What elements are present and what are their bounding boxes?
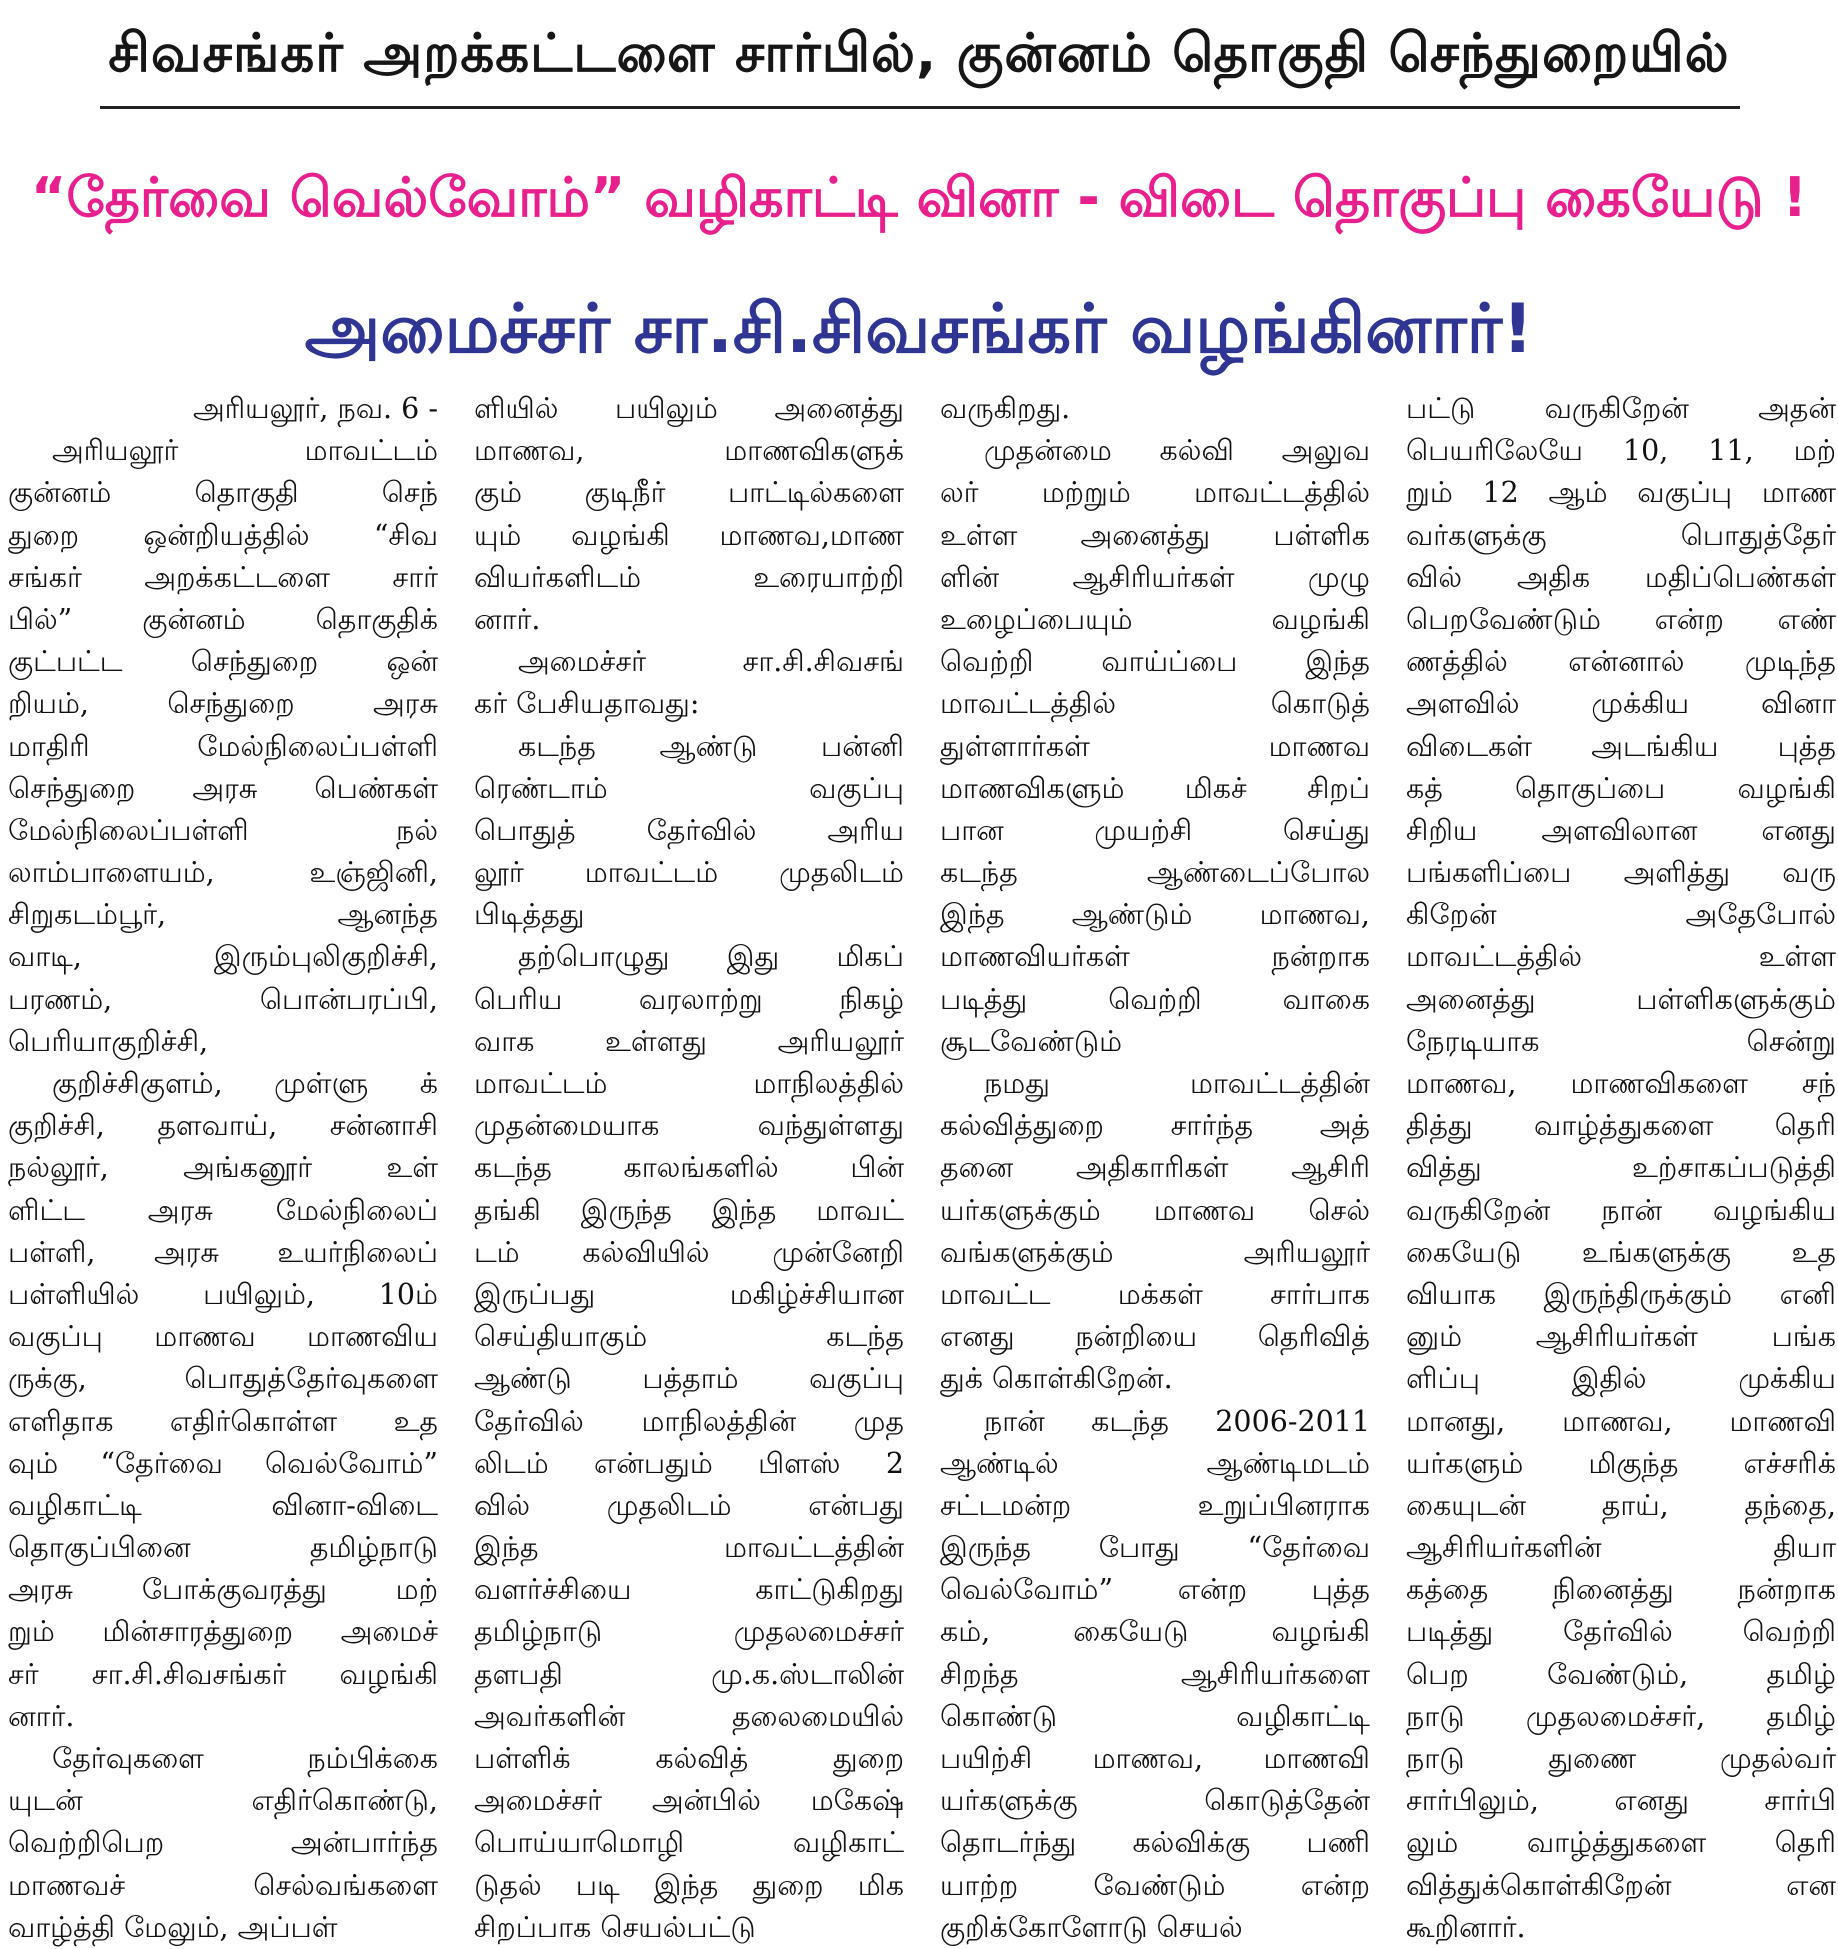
text-line: படித்து வெற்றி வாகை [940,982,1370,1016]
text-line: கும் குடிநீர் பாட்டில்களை [474,476,904,510]
text-line: அனைத்து பள்ளிகளுக்கும் [1406,982,1836,1016]
text-line: மேல்நிலைப்பள்ளி நல் [8,813,438,847]
text-line: வங்களுக்கும் அரியலூர் [940,1235,1370,1269]
text-line: குன்னம் தொகுதி செந் [8,476,438,510]
text-line: பிடித்தது [474,898,585,932]
text-line: யர்களும் மிகுந்த எச்சரிக் [1406,1446,1836,1480]
main-headline: “தேர்வை வெல்வோம்” வழிகாட்டி வினா - விடை தொகுப்பு கையேடு ! [30,166,1808,229]
article-column-1 [8,388,438,1944]
text-line: நாடு துணை முதல்வர் [1406,1742,1836,1775]
text-line: அவர்களின் தலைமையில் [474,1699,904,1733]
text-line: வாடி, இரும்புலிகுறிச்சி, [8,940,438,974]
text-line: ருக்கு, பொதுத்தேர்வுகளை [8,1362,438,1396]
text-line: யர்களுக்கு கொடுத்தேன் [940,1784,1370,1818]
text-line: பெரிய வரலாற்று நிகழ் [474,982,904,1016]
text-line: லிடம் என்பதும் பிளஸ் 2 [474,1446,904,1480]
text-line: றியம், செந்துறை அரசு [8,687,438,721]
text-line: முதன்மை கல்வி அலுவ [984,434,1370,468]
text-line: சங்கர் அறக்கட்டளை சார் [8,560,438,594]
text-line: சூடவேண்டும் [940,1024,1123,1058]
text-line: பட்டு வருகிறேன் அதன் [1406,392,1836,425]
text-line: பில்” குன்னம் தொகுதிக் [8,602,438,636]
text-line: கடந்த ஆண்டு பன்னி [518,729,904,763]
text-line: யுடன் எதிர்கொண்டு, [8,1784,438,1818]
text-line: ளிட்ட அரசு மேல்நிலைப் [8,1193,438,1227]
text-line: வாக உள்ளது அரியலூர் [474,1024,904,1058]
text-line: இந்த ஆண்டும் மாணவ, [940,898,1370,932]
text-line: சிறப்பாக செயல்பட்டு [474,1910,756,1944]
text-line: பயிற்சி மாணவ, மாணவி [940,1742,1370,1775]
text-line: பொய்யாமொழி வழிகாட் [474,1826,904,1860]
article-column-2 [474,388,904,1944]
text-line: வும் “தேர்வை வெல்வோம்” [8,1446,438,1480]
sub-headline: அமைச்சர் சா.சி.சிவசங்கர் வழங்கினார்! [304,290,1534,369]
text-line: வர்களுக்கு பொதுத்தேர் [1406,518,1836,552]
text-line: துக் கொள்கிறேன். [940,1362,1173,1396]
text-line: மாவட்டம் மாநிலத்தில் [474,1067,904,1100]
text-line: நாடு முதலமைச்சர், தமிழ் [1406,1699,1836,1733]
text-line: மானது, மாணவ, மாணவி [1406,1404,1836,1438]
text-line: ளின் ஆசிரியர்கள் முழு [940,560,1370,594]
text-line: வெற்றிபெற அன்பார்ந்த [8,1826,438,1860]
text-line: கல்வித்துறை சார்ந்த அத் [940,1109,1370,1143]
text-line: தனை அதிகாரிகள் ஆசிரி [940,1151,1370,1185]
text-line: கொண்டு வழிகாட்டி [940,1699,1370,1733]
text-line: உள்ள அனைத்து பள்ளிக [940,518,1370,552]
text-line: எனது நன்றியை தெரிவித் [940,1320,1370,1354]
text-line: சிறுகடம்பூர், ஆனந்த [8,898,438,932]
article-body [8,388,1836,1944]
text-line: குறிச்சி, தளவாய், சன்னாசி [8,1109,438,1143]
text-line: கர் பேசியதாவது: [474,687,700,721]
article-column-4 [1406,388,1836,1944]
text-line: வில் அதிக மதிப்பெண்கள் [1406,560,1836,594]
text-line: வகுப்பு மாணவ மாணவிய [8,1320,438,1354]
text-line: கையேடு உங்களுக்கு உத [1406,1235,1836,1269]
text-line: கத்தை நினைத்து நன்றாக [1406,1573,1836,1607]
text-line: ளிப்பு இதில் முக்கிய [1406,1362,1836,1396]
text-line: டம் கல்வியில் முன்னேறி [474,1235,904,1269]
header-rule [100,106,1740,109]
text-line: எளிதாக எதிர்கொள்ள உத [8,1404,438,1438]
text-line: பள்ளி, அரசு உயர்நிலைப் [8,1235,438,1269]
text-line: வித்துக்கொள்கிறேன் என [1406,1868,1836,1902]
text-line: யாற்ற வேண்டும் என்ற [940,1868,1370,1902]
text-line: மாவட்ட மக்கள் சார்பாக [940,1277,1370,1311]
text-line: பெயரிலேயே 10, 11, மற் [1406,434,1836,468]
text-line: அளவில் முக்கிய வினா [1406,687,1836,721]
text-line: வியர்களிடம் உரையாற்றி [474,560,904,594]
text-line: தொடர்ந்து கல்விக்கு பணி [940,1826,1370,1860]
text-line: வளர்ச்சியை காட்டுகிறது [474,1573,904,1607]
text-line: அரியலூர் மாவட்டம் [52,434,438,468]
text-line: கிறேன் அதேபோல் [1406,898,1836,932]
text-line: தொகுப்பினை தமிழ்நாடு [8,1531,438,1565]
text-line: னார். [474,602,541,636]
article-column-3 [940,388,1370,1944]
text-line: மாணவியர்கள் நன்றாக [940,940,1370,974]
text-line: வியாக இருந்திருக்கும் எனி [1406,1277,1836,1311]
text-line: பெறவேண்டும் என்ற எண் [1406,602,1836,636]
text-line: பான முயற்சி செய்து [940,813,1370,847]
text-line: அரசு போக்குவரத்து மற் [8,1573,438,1607]
text-line: குட்பட்ட செந்துறை ஒன் [8,645,438,679]
text-line: இந்த மாவட்டத்தின் [474,1531,904,1565]
text-line: வில் முதலிடம் என்பது [474,1488,904,1522]
text-line: நான் கடந்த 2006-2011 [984,1404,1370,1438]
text-line: முதன்மையாக வந்துள்ளது [474,1109,904,1143]
text-line: கம், கையேடு வழங்கி [940,1615,1370,1649]
text-line: குறிச்சிகுளம், முள்ளு க் [52,1067,438,1100]
text-line: வெற்றி வாய்ப்பை இந்த [940,645,1370,679]
text-line: மாணவச் செல்வங்களை [8,1868,438,1902]
text-line: சார்பிலும், எனது சார்பி [1406,1784,1836,1818]
text-line: செய்தியாகும் கடந்த [474,1320,904,1354]
text-line: யும் வழங்கி மாணவ,மாண [474,518,904,552]
text-line: பரணம், பொன்பரப்பி, [8,982,438,1016]
text-line: அரியலூர், நவ. 6 - [192,392,438,425]
text-line: லாம்பாளையம், உஞ்ஜினி, [8,856,438,890]
text-line: இருப்பது மகிழ்ச்சியான [474,1277,904,1311]
text-line: கூறினார். [1406,1910,1526,1944]
text-line: கடந்த ஆண்டைப்போல [940,856,1370,890]
text-line: தேர்வில் மாநிலத்தின் முத [474,1404,904,1438]
text-line: சட்டமன்ற உறுப்பினராக [940,1488,1370,1522]
text-line: செந்துறை அரசு பெண்கள் [8,771,438,805]
text-line: மாணவ, மாணவிகளுக் [474,434,904,468]
text-line: தற்பொழுது இது மிகப் [518,940,904,974]
text-line: னார். [8,1699,75,1733]
text-line: வருகிறேன் நான் வழங்கிய [1406,1193,1836,1227]
text-line: மாணவ, மாணவிகளை சந் [1406,1067,1836,1100]
kicker-headline: சிவசங்கர் அறக்கட்டளை சார்பில், குன்னம் தொகுதி செந்துறையில் [108,23,1730,84]
text-line: துள்ளார்கள் மாணவ [940,729,1370,763]
text-line: மாணவிகளும் மிகச் சிறப் [940,771,1370,805]
text-line: கையுடன் தாய், தந்தை, [1406,1488,1836,1522]
text-line: சிறந்த ஆசிரியர்களை [940,1657,1370,1691]
text-line: வழிகாட்டி வினா-விடை [8,1488,438,1522]
text-line: தங்கி இருந்த இந்த மாவட் [474,1193,904,1227]
text-line: லூர் மாவட்டம் முதலிடம் [474,856,904,890]
text-line: பள்ளிக் கல்வித் துறை [474,1742,904,1775]
text-line: அமைச்சர் சா.சி.சிவசங் [518,645,904,679]
text-line: பெற வேண்டும், தமிழ் [1406,1657,1836,1691]
text-line: நல்லூர், அங்கனூர் உள் [8,1151,438,1185]
text-line: தமிழ்நாடு முதலமைச்சர் [474,1615,904,1649]
text-line: பங்களிப்பை அளித்து வரு [1406,856,1836,890]
text-line: தித்து வாழ்த்துகளை தெரி [1406,1109,1836,1143]
text-line: நமது மாவட்டத்தின் [984,1067,1370,1100]
text-line: ஆசிரியர்களின் தியா [1406,1531,1836,1565]
text-line: இருந்த போது “தேர்வை [940,1531,1370,1565]
text-line: கத் தொகுப்பை வழங்கி [1406,771,1836,805]
text-line: றும் மின்சாரத்துறை அமைச் [8,1615,438,1649]
text-line: லர் மற்றும் மாவட்டத்தில் [940,476,1370,510]
text-line: பெரியாகுறிச்சி, [8,1024,209,1058]
text-line: துறை ஒன்றியத்தில் “சிவ [8,518,438,552]
text-line: றும் 12 ஆம் வகுப்பு மாண [1406,476,1836,510]
text-line: நேரடியாக சென்று [1406,1024,1836,1058]
text-line: யர்களுக்கும் மாணவ செல் [940,1193,1370,1227]
text-line: வித்து உற்சாகப்படுத்தி [1406,1151,1836,1185]
text-line: தளபதி மு.க.ஸ்டாலின் [474,1657,904,1691]
text-line: வருகிறது. [940,392,1071,425]
text-line: பள்ளியில் பயிலும், 10ம் [8,1277,438,1311]
text-line: வெல்வோம்” என்ற புத்த [940,1573,1370,1607]
text-line: ணத்தில் என்னால் முடிந்த [1406,645,1836,679]
text-line: உழைப்பையும் வழங்கி [940,602,1370,636]
text-line: அமைச்சர் அன்பில் மகேஷ் [474,1784,904,1818]
text-line: ரெண்டாம் வகுப்பு [474,771,904,805]
text-line: சர் சா.சி.சிவசங்கர் வழங்கி [8,1657,438,1691]
text-line: ளியில் பயிலும் அனைத்து [474,392,904,425]
text-line: படித்து தேர்வில் வெற்றி [1406,1615,1836,1649]
text-line: மாவட்டத்தில் கொடுத் [940,687,1370,721]
text-line: கடந்த காலங்களில் பின் [474,1151,904,1185]
text-line: சிறிய அளவிலான எனது [1406,813,1836,847]
text-line: டுதல் படி இந்த துறை மிக [474,1868,904,1902]
text-line: குறிக்கோளோடு செயல் [940,1910,1243,1944]
text-line: லும் வாழ்த்துகளை தெரி [1406,1826,1836,1860]
text-line: விடைகள் அடங்கிய புத்த [1406,729,1836,763]
text-line: ஆண்டு பத்தாம் வகுப்பு [474,1362,904,1396]
text-line: னும் ஆசிரியர்கள் பங்க [1406,1320,1836,1354]
text-line: தேர்வுகளை நம்பிக்கை [52,1742,438,1775]
text-line: வாழ்த்தி மேலும், அப்பள் [8,1910,338,1944]
text-line: ஆண்டில் ஆண்டிமடம் [940,1446,1370,1480]
text-line: மாவட்டத்தில் உள்ள [1406,940,1836,974]
text-line: மாதிரி மேல்நிலைப்பள்ளி [8,729,438,763]
text-line: பொதுத் தேர்வில் அரிய [474,813,904,847]
